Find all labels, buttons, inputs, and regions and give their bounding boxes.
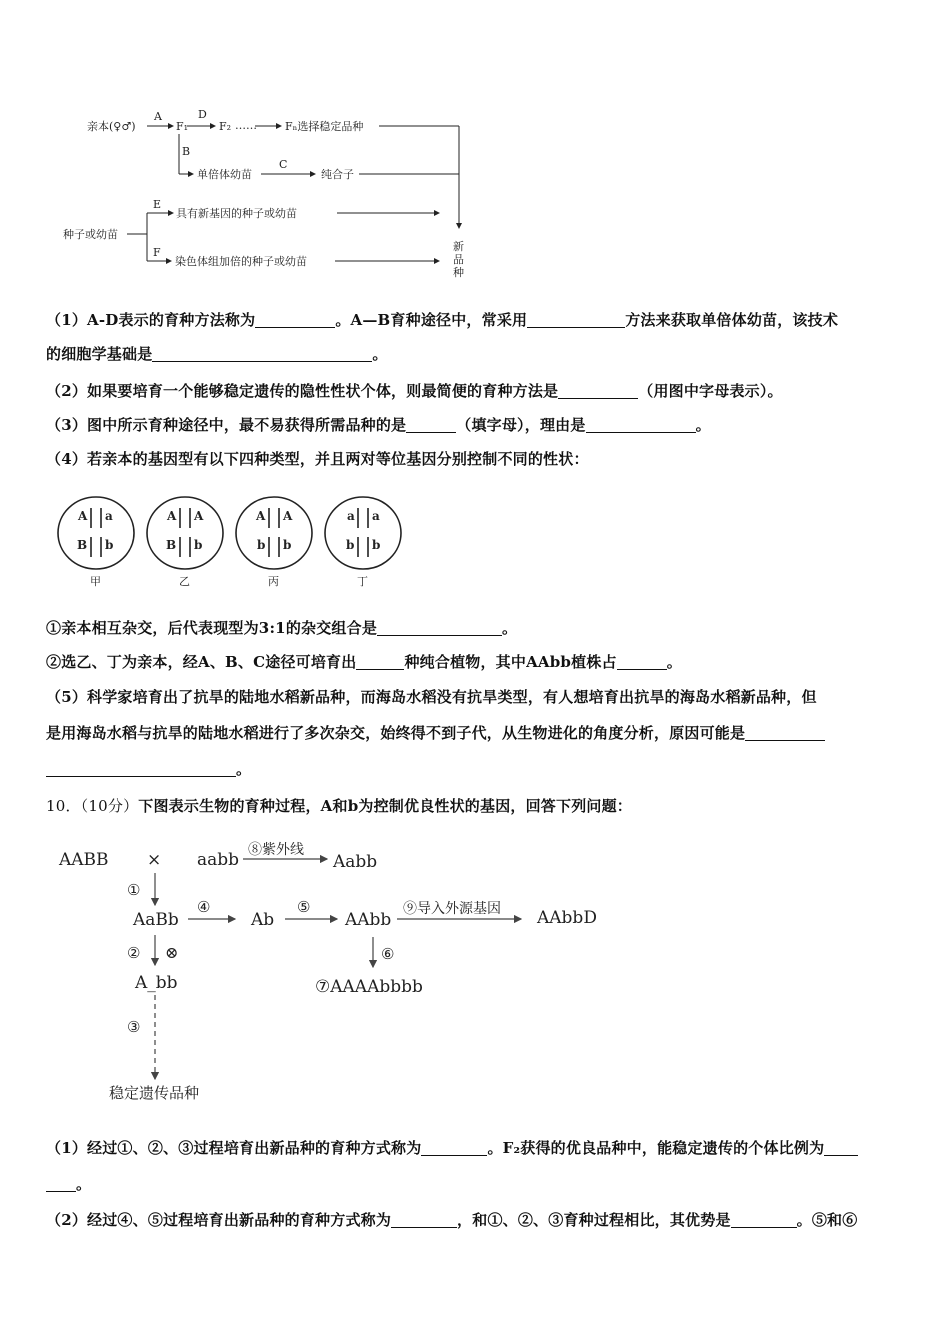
- genotype-aabbd: AAbbD: [537, 908, 597, 928]
- label-step-9: ⑨导入外源基因: [403, 901, 501, 917]
- answer-blank-1a[interactable]: [255, 307, 335, 328]
- answer-blank-4-2a[interactable]: [356, 649, 404, 670]
- label-a: A: [154, 110, 162, 123]
- cell-jia: [58, 497, 134, 588]
- answer-blank-3a[interactable]: [406, 412, 456, 433]
- answer-blank-3b[interactable]: [586, 412, 696, 433]
- cell-name: 甲: [90, 575, 101, 588]
- question-5: （5）科学家培育出了抗旱的陆地水稻新品种，而海岛水稻没有抗旱类型，有人想培育出抗旱的海岛水稻新品种，但 是用海岛水稻与抗旱的陆地水稻进行了多次杂交，始终得不到子代，从生物进化的角度分析，原因可能是 。: [46, 679, 916, 787]
- gene-label: a: [105, 509, 113, 523]
- answer-blank-10-1a[interactable]: [421, 1135, 487, 1156]
- label-new-variety-3: 种: [453, 266, 464, 279]
- answer-blank-10-2b[interactable]: [731, 1207, 797, 1228]
- cell-membrane: [236, 497, 312, 569]
- label-f1: F₁: [176, 120, 189, 133]
- gene-label: B: [77, 538, 88, 552]
- label-f: F: [153, 246, 161, 259]
- label-step-2: ②: [127, 944, 141, 962]
- gene-label: A: [194, 509, 204, 523]
- gene-label: b: [346, 538, 355, 552]
- genotype-ab-haploid: Ab: [251, 910, 275, 930]
- cell-yi: [147, 497, 223, 588]
- answer-blank-10-1c[interactable]: [46, 1171, 76, 1192]
- label-polyploid: 染色体组加倍的种子或幼苗: [175, 255, 307, 268]
- genotype-aabb-parent: AABB: [59, 850, 109, 870]
- genotype-aabb-f1: AaBb: [133, 910, 179, 930]
- label-fn: Fₙ选择稳定品种: [285, 120, 364, 133]
- cell-bing: [236, 497, 312, 588]
- question-3: （3）图中所示育种途径中，最不易获得所需品种的是 （填字母），理由是 。: [46, 408, 916, 442]
- label-step-8: ⑧紫外线: [248, 842, 304, 858]
- answer-blank-4-1[interactable]: [377, 615, 502, 636]
- label-step-1: ①: [127, 881, 141, 899]
- answer-blank-2[interactable]: [558, 378, 638, 399]
- cell-membrane: [325, 497, 401, 569]
- cell-name: 乙: [179, 575, 190, 588]
- question-4: （4）若亲本的基因型有以下四种类型，并且两对等位基因分别控制不同的性状：: [46, 450, 589, 468]
- label-b: B: [182, 145, 191, 158]
- label-new-variety-2: 品: [453, 253, 464, 266]
- gene-label: A: [78, 509, 88, 523]
- label-dots: ……: [235, 119, 257, 132]
- label-stable-variety: 稳定遗传品种: [109, 1084, 200, 1102]
- genotype-aabb-mutant: Aabb: [333, 852, 378, 872]
- breeding-flow-diagram: [55, 100, 495, 285]
- genotype-aaaabbbb: ⑦AAAAbbbb: [315, 977, 423, 997]
- gene-label: b: [257, 538, 266, 552]
- cell-name: 丁: [357, 575, 368, 588]
- question-4-1: ①亲本相互杂交，后代表现型为3:1的杂交组合是 。: [46, 611, 916, 645]
- label-new-gene: 具有新基因的种子或幼苗: [176, 207, 297, 220]
- label-new-variety-1: 新: [453, 240, 464, 253]
- cell-ding: [325, 497, 401, 588]
- answer-blank-5a[interactable]: [745, 720, 825, 741]
- gene-label: b: [105, 538, 114, 552]
- question-10-2: （2）经过④、⑤过程培育出新品种的育种方式称为 ，和①、②、③育种过程相比，其优势是 。⑤和⑥: [46, 1203, 916, 1237]
- question-2: （2）如果要培育一个能够稳定遗传的隐性性状个体，则最简便的育种方法是 （用图中字母表示）。: [46, 374, 916, 408]
- question-10-1: （1）经过①、②、③过程培育出新品种的育种方式称为 。F₂获得的优良品种中，能稳定遗传的个体比例为 。: [46, 1130, 916, 1202]
- label-step-3: ③: [127, 1018, 141, 1036]
- label-c: C: [279, 158, 288, 171]
- cell-name: 丙: [268, 575, 279, 588]
- breeding-process-diagram: [55, 835, 615, 1110]
- gene-label: b: [283, 538, 292, 552]
- label-parents: 亲本(♀♂): [87, 120, 136, 133]
- genotype-a-bb: A_bb: [135, 973, 178, 993]
- genotype-aabb-pure: AAbb: [345, 910, 392, 930]
- label-e: E: [153, 198, 162, 211]
- answer-blank-4-2b[interactable]: [617, 649, 667, 670]
- label-step-5: ⑤: [297, 898, 311, 916]
- label-seed: 种子或幼苗: [63, 228, 118, 241]
- genotype-cells-diagram: [50, 495, 430, 590]
- question-10-heading: 10．（10分）下图表示生物的育种过程，A和b为控制优良性状的基因，回答下列问题：: [46, 797, 633, 815]
- gene-label: b: [372, 538, 381, 552]
- selfing-symbol: ⊗: [165, 943, 179, 962]
- answer-blank-1b[interactable]: [527, 307, 625, 328]
- label-haploid: 单倍体幼苗: [197, 168, 252, 181]
- question-number: 10．（10分）: [46, 797, 139, 815]
- label-step-6: ⑥: [381, 945, 395, 963]
- gene-label: B: [166, 538, 177, 552]
- gene-label: b: [194, 538, 203, 552]
- gene-label: A: [283, 509, 293, 523]
- cell-membrane: [58, 497, 134, 569]
- question-1: （1）A-D表示的育种方法称为 。A—B育种途径中，常采用 方法来获取单倍体幼苗，该技术 的细胞学基础是 。: [46, 303, 916, 371]
- label-f2: F₂: [219, 120, 232, 133]
- cell-membrane: [147, 497, 223, 569]
- answer-blank-10-1b[interactable]: [824, 1135, 858, 1156]
- genotype-aabb-recessive: aabb: [197, 850, 240, 870]
- gene-label: A: [256, 509, 266, 523]
- label-pure: 纯合子: [321, 168, 354, 181]
- cross-symbol: ×: [147, 850, 162, 870]
- label-d: D: [198, 108, 207, 121]
- gene-label: a: [347, 509, 355, 523]
- label-step-4: ④: [197, 898, 211, 916]
- answer-blank-5b[interactable]: [46, 756, 236, 777]
- gene-label: A: [167, 509, 177, 523]
- question-4-2: ②选乙、丁为亲本，经A、B、C途径可培育出 种纯合植物，其中AAbb植株占 。: [46, 645, 916, 679]
- answer-blank-10-2a[interactable]: [391, 1207, 457, 1228]
- gene-label: a: [372, 509, 380, 523]
- answer-blank-1c[interactable]: [152, 341, 372, 362]
